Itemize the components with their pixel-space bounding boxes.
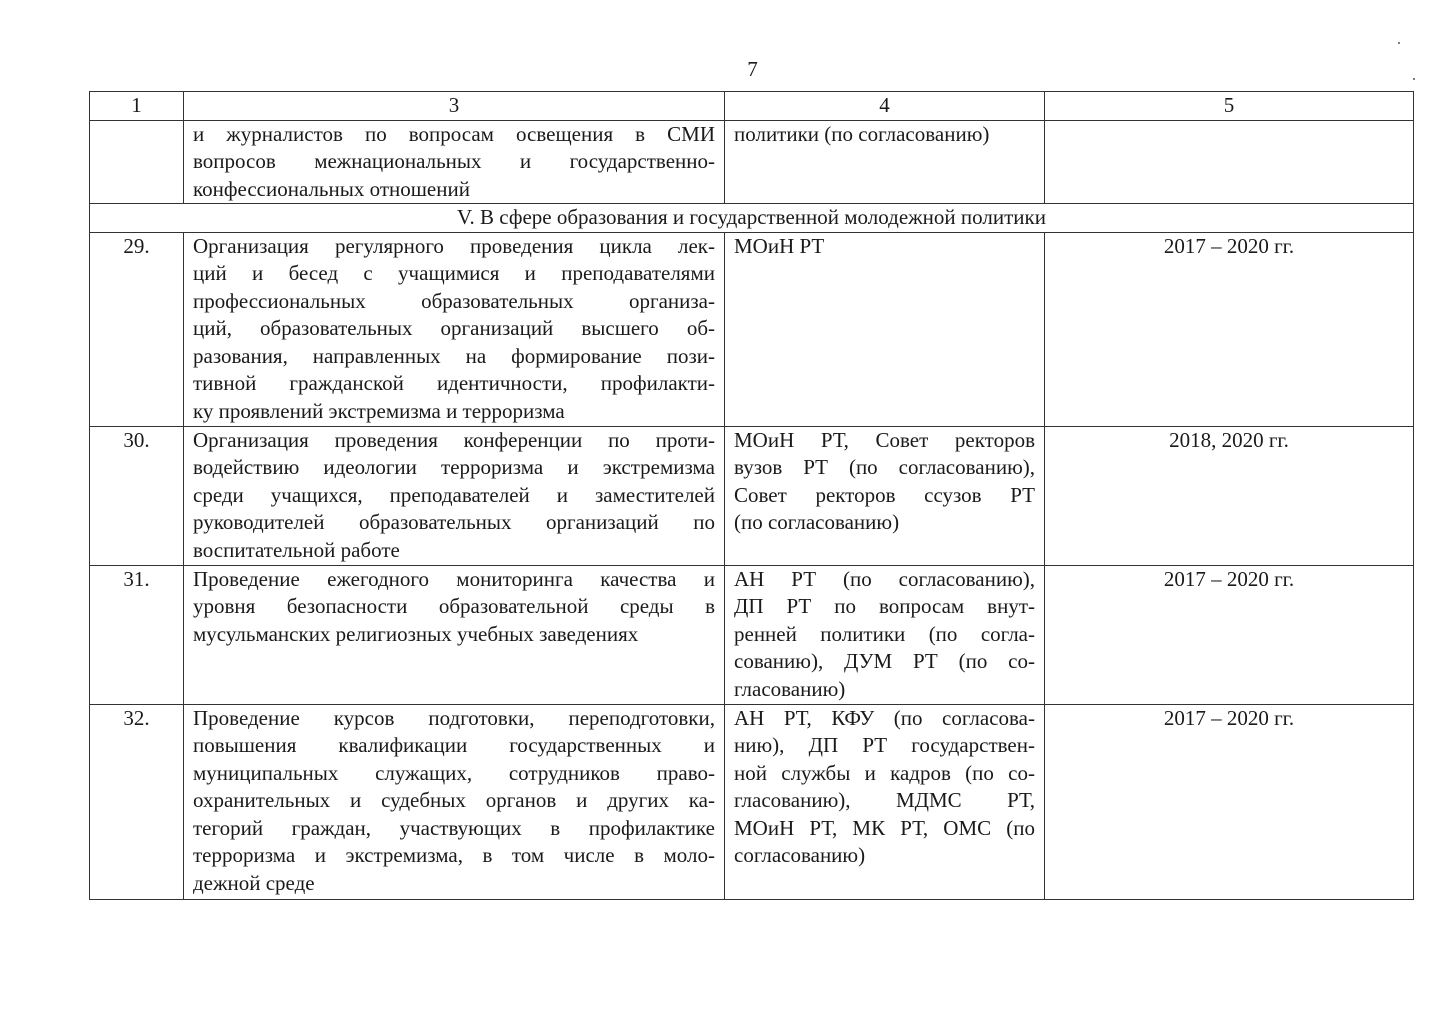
text-line: среди учащихся, преподавателей и заместителей	[193, 482, 715, 507]
table-row	[90, 565, 1414, 704]
text-line: нию), ДП РТ государствен-	[734, 733, 1035, 757]
section-title: V. В сфере образования и государственной молодежной политики	[90, 204, 1414, 233]
text-line: ной службы и кадров (по со-	[734, 760, 1035, 785]
text-line: МОиН РТ, Совет ректоров	[734, 427, 1035, 452]
period-cell	[1045, 120, 1414, 204]
event-cell	[184, 704, 725, 899]
text-line: руководителей образовательных организаций по	[193, 510, 715, 534]
text-line: вопросов межнациональных и государственно-	[193, 149, 715, 173]
row-number: 29.	[90, 232, 184, 426]
text-line: сованию), ДУМ РТ (по со-	[734, 649, 1035, 673]
text-line: Проведение ежегодного мониторинга качества и	[193, 566, 715, 591]
text-line: воспитательной работе	[193, 537, 400, 562]
period-cell: 2017 – 2020 гг.	[1045, 232, 1414, 426]
responsible-cell	[725, 232, 1045, 426]
period-cell: 2017 – 2020 гг.	[1045, 704, 1414, 899]
table-row	[90, 232, 1414, 426]
text-line: Организация проведения конференции по проти-	[193, 427, 715, 452]
text-line: профессиональных образовательных организа-	[193, 288, 715, 313]
column-header: 1	[90, 92, 184, 121]
scan-speck	[1413, 78, 1415, 80]
text-line: разования, направленных на формирование пози-	[193, 343, 715, 368]
period-cell: 2017 – 2020 гг.	[1045, 565, 1414, 704]
text-line: охранительных и судебных органов и других ка-	[193, 788, 715, 812]
period-cell: 2018, 2020 гг.	[1045, 426, 1414, 565]
text-line: ренней политики (по согла-	[734, 621, 1035, 646]
event-cell	[184, 120, 725, 204]
text-line: Проведение курсов подготовки, переподготовки,	[193, 705, 715, 730]
text-line: ку проявлений экстремизма и терроризма	[193, 398, 565, 423]
column-number-row	[90, 92, 1414, 121]
responsible-cell	[725, 426, 1045, 565]
table-row	[90, 704, 1414, 899]
text-line: политики (по согласованию)	[734, 121, 990, 146]
text-line: ций и бесед с учащимися и преподавателями	[193, 261, 715, 285]
text-line: дежной среде	[193, 870, 315, 895]
text-line: МОиН РТ, МК РТ, ОМС (по	[734, 815, 1035, 840]
text-line: согласованию)	[734, 843, 866, 867]
column-header: 5	[1045, 92, 1414, 121]
text-line: тегорий граждан, участвующих в профилактике	[193, 815, 715, 840]
text-line: ДП РТ по вопросам внут-	[734, 594, 1035, 618]
text-line: уровня безопасности образовательной среды в	[193, 594, 715, 618]
text-line: АН РТ, КФУ (по согласова-	[734, 705, 1035, 730]
text-line: конфессиональных отношений	[193, 176, 470, 201]
text-line: муниципальных служащих, сотрудников право-	[193, 760, 715, 785]
plan-table	[89, 91, 1414, 900]
page-number: 7	[747, 57, 758, 81]
text-line: АН РТ (по согласованию),	[734, 566, 1035, 591]
event-cell	[184, 565, 725, 704]
text-line: гласованию)	[734, 676, 846, 701]
text-line: и журналистов по вопросам освещения в СМИ	[193, 121, 715, 146]
responsible-cell	[725, 565, 1045, 704]
row-number-cell	[90, 120, 184, 204]
text-line: вузов РТ (по согласованию),	[734, 455, 1035, 479]
text-line: тивной гражданской идентичности, профилакти-	[193, 371, 715, 395]
text-line: гласованию), МДМС РТ,	[734, 788, 1035, 812]
column-header: 3	[184, 92, 725, 121]
text-line: водействию идеологии терроризма и экстремизма	[193, 455, 715, 479]
event-cell	[184, 426, 725, 565]
row-number: 31.	[90, 565, 184, 704]
text-line: Совет ректоров ссузов РТ	[734, 482, 1035, 507]
continuation-row	[90, 120, 1414, 204]
scan-speck	[1398, 42, 1400, 44]
text-line: Организация регулярного проведения цикла лек-	[193, 233, 715, 258]
text-line: ций, образовательных организаций высшего об-	[193, 316, 715, 340]
text-line: терроризма и экстремизма, в том числе в моло-	[193, 843, 715, 867]
responsible-cell	[725, 704, 1045, 899]
section-heading-row	[90, 204, 1414, 233]
table-row	[90, 426, 1414, 565]
text-line: мусульманских религиозных учебных заведениях	[193, 621, 639, 646]
row-number: 30.	[90, 426, 184, 565]
responsible-cell	[725, 120, 1045, 204]
row-number: 32.	[90, 704, 184, 899]
text-line: (по согласованию)	[734, 510, 900, 534]
text-line: МОиН РТ	[734, 233, 825, 258]
column-header: 4	[725, 92, 1045, 121]
text-line: повышения квалификации государственных и	[193, 733, 715, 757]
event-cell	[184, 232, 725, 426]
